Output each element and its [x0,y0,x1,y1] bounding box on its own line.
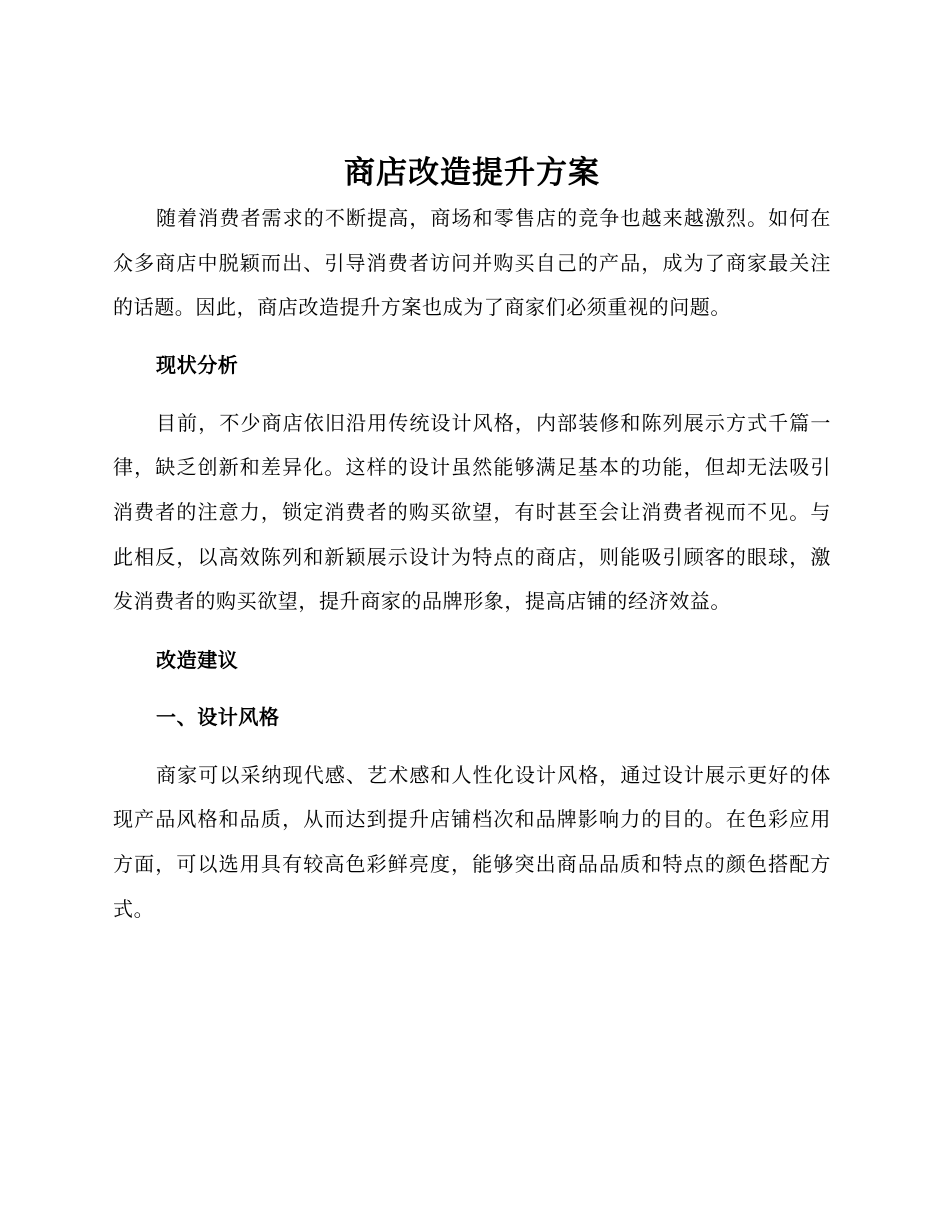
document-title: 商店改造提升方案 [344,155,600,191]
heading-current-analysis: 现状分析 [156,352,239,377]
heading-design-style: 一、设计风格 [156,704,280,729]
design-style-paragraph: 商家可以采纳现代感、艺术感和人性化设计风格，通过设计展示更好的体现产品风格和品质，从而达到提升店铺档次和品牌影响力的目的。在色彩应用方面，可以选用具有较高色彩鲜亮度，能够突出商品品质和特点的颜色搭配方式。 [113,762,831,921]
heading-suggestions: 改造建议 [156,647,239,672]
intro-paragraph: 随着消费者需求的不断提高，商场和零售店的竞争也越来越激烈。如何在众多商店中脱颖而出、引导消费者访问并购买自己的产品，成为了商家最关注的话题。因此，商店改造提升方案也成为了商家们必须重视的问题。 [113,206,831,320]
document-content [113,150,831,931]
analysis-paragraph: 目前，不少商店依旧沿用传统设计风格，内部装修和陈列展示方式千篇一律，缺乏创新和差异化。这样的设计虽然能够满足基本的功能，但却无法吸引消费者的注意力，锁定消费者的购买欲望，有时甚至会让消费者视而不见。与此相反，以高效陈列和新颖展示设计为特点的商店，则能吸引顾客的眼球，激发消费者的购买欲望，提升商家的品牌形象，提高店铺的经济效益。 [113,410,831,614]
